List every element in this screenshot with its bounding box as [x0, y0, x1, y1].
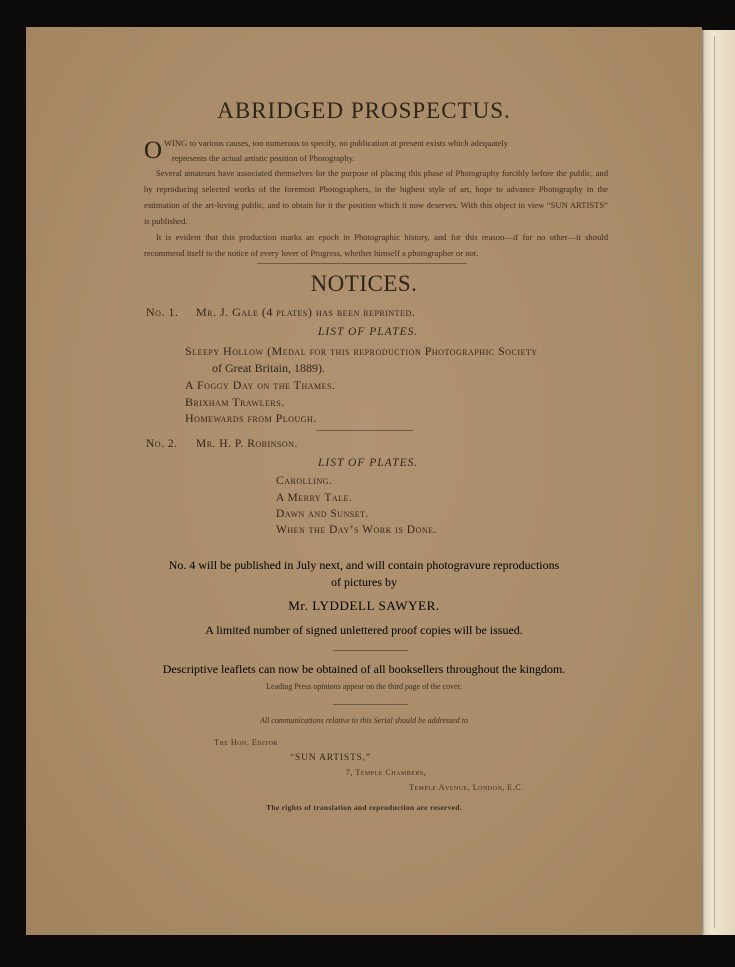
plate-homewards: Homewards from Plough. — [185, 411, 317, 425]
notices-title: NOTICES. — [310, 271, 418, 296]
notice-2-heading: Mr. H. P. Robinson. — [196, 438, 298, 450]
notice-1-heading: Mr. J. Gale (4 plates) has been reprinted. — [196, 305, 416, 319]
plate-sleepy-hollow-cont: of Great Britain, 1889). — [212, 361, 325, 375]
plate-foggy-day: A Foggy Day on the Thames. — [185, 378, 336, 392]
divider — [316, 430, 414, 431]
notice-1-number: No. 1. — [146, 305, 179, 319]
plate-dawn-sunset: Dawn and Sunset. — [276, 508, 369, 520]
address-intro: All communications relative to this Serial should be addressed to — [259, 716, 469, 725]
cover-sheet — [26, 27, 702, 935]
divider — [333, 704, 408, 705]
address-avenue: Temple Avenue, London, E.C. — [409, 783, 524, 792]
notice-1-list-title: LIST OF PLATES. — [318, 326, 419, 338]
prospectus-title: ABRIDGED PROSPECTUS. — [217, 98, 511, 123]
plate-brixham-trawlers: Brixham Trawlers. — [185, 395, 285, 409]
divider — [333, 650, 408, 651]
prospectus-para2: Several amateurs have associated themselves for the purpose of placing this phase of Photography forcibly before the public, and by reproducing selected works of the foremost Photographers, in the highest style of art, hope to advance Photography in the estimation of the art-loving public, and to obtain for it the position which it now deserves. With this object in view “SUN ARTISTS” is published. — [144, 168, 608, 226]
divider — [257, 263, 467, 264]
notice-4-line2: of pictures by — [331, 575, 397, 589]
plate-days-work: When the Day’s Work is Done. — [276, 524, 437, 536]
press-opinions-note: Leading Press opinions appear on the third page of the cover. — [266, 682, 462, 691]
leaflets-note: Descriptive leaflets can now be obtained of all booksellers throughout the kingdom. — [162, 662, 566, 676]
prospectus-para1-line1: WING to various causes, too numerous to specify, no publication at present exists which adequately — [164, 138, 509, 148]
notice-2-list-title: LIST OF PLATES. — [318, 457, 419, 469]
notice-2-number: No. 2. — [146, 438, 178, 450]
proof-copies-note: A limited number of signed unlettered proof copies will be issued. — [205, 623, 523, 637]
adjacent-page-edge — [700, 30, 735, 935]
address-editor: The Hon. Editor — [214, 738, 278, 747]
plate-sleepy-hollow: Sleepy Hollow (Medal for this reproduction Photographic Society — [185, 344, 538, 358]
rights-reserved: The rights of translation and reproduction are reserved. — [266, 803, 462, 812]
plate-carolling: Carolling. — [276, 475, 333, 487]
notice-4-line1: No. 4 will be published in July next, and will contain photogravure reproductions — [168, 558, 560, 572]
address-serial-name: “SUN ARTISTS,” — [290, 753, 371, 763]
page-edge-line — [714, 36, 715, 928]
drop-cap: O — [144, 137, 163, 164]
prospectus-para1-line2: represents the actual artistic position of Photography. — [172, 153, 355, 163]
prospectus-para3: It is evident that this production marks an epoch in Photographic history, and for this reason—if for no other—it should recommend itself to the notice of every lover of Progress, whether himself a photographer or not. — [144, 232, 608, 258]
notice-4-artist: Mr. LYDDELL SAWYER. — [288, 598, 440, 613]
address-chambers: 7, Temple Chambers, — [346, 768, 427, 777]
plate-merry-tale: A Merry Tale. — [276, 492, 353, 504]
